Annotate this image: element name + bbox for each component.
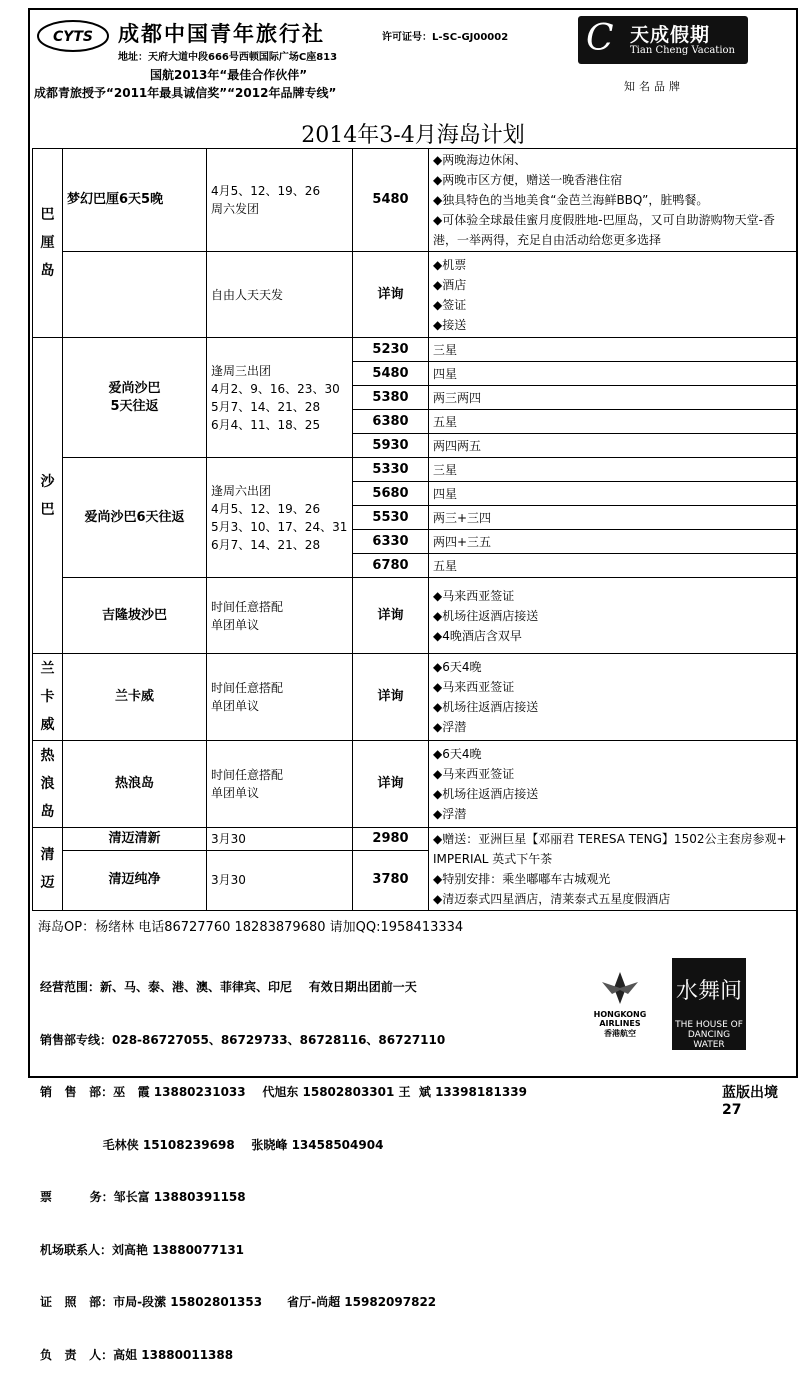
contact-block [40,944,527,1382]
list-item: ◆ 机场往返酒店接送 [433,697,792,717]
price: 5930 [353,434,429,458]
price: 3780 [353,850,429,910]
region-cell: 清迈 [33,828,63,911]
award-line-1: 国航2013年“最佳合作伙伴” [150,68,308,82]
hongkong-airlines-logo [578,968,662,1039]
table-row [33,458,797,482]
list-item: ◆ 机场往返酒店接送 [433,606,792,626]
text-line: 6月4、11、18、25 [211,417,321,432]
list-item: ◆ 特别安排：乘坐嘟嘟车古城观光 [433,869,792,889]
route-notes [429,149,797,252]
departure-dates: 3月30 [207,828,353,851]
list-item: ◆ 马来西亚签证 [433,677,792,697]
page-footer: 蓝版出境 27 [722,1085,778,1118]
dancing-water-cn: 水舞间 [675,979,742,1004]
text-line: 周六发团 [211,202,260,216]
route-name: 兰卡威 [63,654,207,741]
text-line: 4月2、9、16、23、30 [211,381,340,396]
departure-dates: 自由人天天发 [207,252,353,338]
route-notes [429,252,797,338]
table-row [33,654,797,741]
price: 详询 [353,252,429,338]
list-item: ◆ 签证 [433,295,792,315]
list-item: ◆ 独具特色的当地美食“金芭兰海鲜BBQ”，脏鸭餐。 [433,190,792,210]
price: 5480 [353,149,429,252]
route-name [63,338,207,458]
list-item: ◆ 浮潜 [433,804,792,824]
list-item: ◆ 两晚海边休闲、 [433,150,792,170]
text-line: 时间任意搭配 [211,599,284,614]
price: 5380 [353,386,429,410]
departure-dates [207,654,353,741]
route-name: 热浪岛 [63,741,207,828]
text-line: 单团单议 [211,617,260,632]
text-line: 单团单议 [211,699,260,713]
text-line: 6月7、14、21、28 [211,537,321,552]
price: 详询 [353,578,429,654]
price: 6780 [353,554,429,578]
contact-line: 机场联系人：刘高艳 13880077131 [40,1242,245,1257]
island-plan-table [32,148,797,911]
text-line: 5天往返 [110,398,159,414]
list-item: ◆ 6天4晚 [433,657,792,677]
list-item: ◆ 浮潜 [433,717,792,737]
price: 5330 [353,458,429,482]
route-name: 梦幻巴厘6天5晚 [63,149,207,252]
region-cell: 热浪岛 [33,741,63,828]
text-line: 5月3、10、17、24、31 [211,519,348,534]
list-item: ◆ 赠送：亚洲巨星【邓丽君 TERESA TENG】1502公主套房参观+ IMPERIAL 英式下午茶 [433,829,792,869]
table-row [33,828,797,851]
svg-text:CYTS: CYTS [52,29,94,45]
route-notes [429,828,797,911]
region-cell: 巴厘岛 [33,149,63,338]
route-name: 清迈纯净 [63,850,207,910]
region-cell: 兰卡威 [33,654,63,741]
hotel-level: 三星 [429,458,797,482]
text-line: 爱尚沙巴 [108,380,161,396]
island-op-contact: 海岛OP：杨绪林 电话86727760 18283879680 请加QQ:1958413334 [38,920,464,935]
list-item: ◆ 马来西亚签证 [433,764,792,784]
page-title: 2014年3-4月海岛计划 [301,123,525,148]
price: 5230 [353,338,429,362]
empty-cell [63,252,207,338]
route-notes [429,578,797,654]
header [30,10,796,120]
text-line: 逢周六出团 [211,483,272,498]
list-item: ◆ 马来西亚签证 [433,586,792,606]
list-item: ◆ 机场往返酒店接送 [433,784,792,804]
contact-line: 销售部专线：028-86727055、86729733、86728116、86727110 [40,1032,446,1047]
list-item: ◆ 4晚酒店含双早 [433,626,792,646]
price: 详询 [353,654,429,741]
hotel-level: 两四+三五 [429,530,797,554]
contact-line: 毛林侠 15108239698 张晓峰 13458504904 [40,1137,384,1152]
route-name: 爱尚沙巴6天往返 [63,458,207,578]
text-line: 5月7、14、21、28 [211,399,321,414]
table-row [33,252,797,338]
hotel-level: 五星 [429,554,797,578]
list-item: ◆ 清迈泰式四星酒店，清莱泰式五星度假酒店 [433,889,792,909]
table-row [33,578,797,654]
price: 6330 [353,530,429,554]
price: 5680 [353,482,429,506]
hk-airlines-en: HONGKONG AIRLINES [593,1010,647,1028]
cyts-logo-icon [36,18,110,54]
route-notes [429,741,797,828]
table-row [33,338,797,362]
departure-dates [207,578,353,654]
price: 5530 [353,506,429,530]
hotel-level: 两三两四 [429,386,797,410]
price: 5480 [353,362,429,386]
route-notes [429,654,797,741]
list-item: ◆ 两晚市区方便，赠送一晚香港住宿 [433,170,792,190]
route-name: 清迈清新 [63,828,207,851]
tiancheng-brand-logo [578,16,748,64]
departure-dates [207,149,353,252]
hotel-level: 四星 [429,482,797,506]
license-number: 许可证号：L-SC-GJ00002 [382,32,509,43]
text-line: 逢周三出团 [211,363,272,378]
brand-c-icon: C [586,18,614,59]
text-line: 单团单议 [211,786,260,800]
region-cell: 沙巴 [33,338,63,654]
table-row [33,741,797,828]
text-line: 4月5、12、19、26 [211,501,321,516]
hotel-level: 两四两五 [429,434,797,458]
list-item: ◆ 6天4晚 [433,744,792,764]
list-item: ◆ 可体验全球最佳蜜月度假胜地-巴厘岛，又可自助游购物天堂-香港，一举两得，充足自由活动给您更多选择 [433,210,792,250]
hongkong-airlines-icon [598,968,642,1008]
brand-cn: 天成假期 [630,24,711,46]
text-line: 时间任意搭配 [211,681,284,695]
hotel-level: 两三+三四 [429,506,797,530]
contact-line: 销 售 部：巫 霞 13880231033 代旭东 15802803301 王 斌 13398181339 [40,1085,527,1099]
contact-line: 负 责 人：高姐 13880011388 [40,1347,234,1362]
hotel-level: 五星 [429,410,797,434]
departure-dates [207,338,353,458]
list-item: ◆ 接送 [433,315,792,335]
text-line: 4月5、12、19、26 [211,184,321,198]
contact-line: 经营范围：新、马、泰、港、澳、菲律宾、印尼 有效日期出团前一天 [40,980,417,994]
company-address: 地址：天府大道中段666号西顿国际广场C座813 [118,52,338,63]
departure-dates [207,741,353,828]
text-line: 时间任意搭配 [211,768,284,782]
contact-line: 证 照 部：市局-段潆 15802801353 省厅-尚超 15982097822 [40,1295,437,1309]
dancing-water-logo [672,958,746,1050]
departure-dates [207,458,353,578]
hk-airlines-cn: 香港航空 [604,1029,636,1038]
price: 6380 [353,410,429,434]
hotel-level: 三星 [429,338,797,362]
company-name: 成都中国青年旅行社 [118,22,325,46]
list-item: ◆ 机票 [433,255,792,275]
dancing-water-en: THE HOUSE OF DANCING WATER [675,1020,743,1050]
contact-line: 票 务：邹长富 13880391158 [40,1190,246,1204]
hotel-level: 四星 [429,362,797,386]
award-line-2: 成都青旅授予“2011年最具诚信奖”“2012年品牌专线” [34,86,337,100]
price: 2980 [353,828,429,851]
list-item: ◆ 酒店 [433,275,792,295]
table-row [33,149,797,252]
departure-dates: 3月30 [207,850,353,910]
route-name: 吉隆坡沙巴 [63,578,207,654]
price: 详询 [353,741,429,828]
brand-tag: 知名品牌 [624,80,684,93]
brand-en: Tian Cheng Vacation [630,45,735,56]
